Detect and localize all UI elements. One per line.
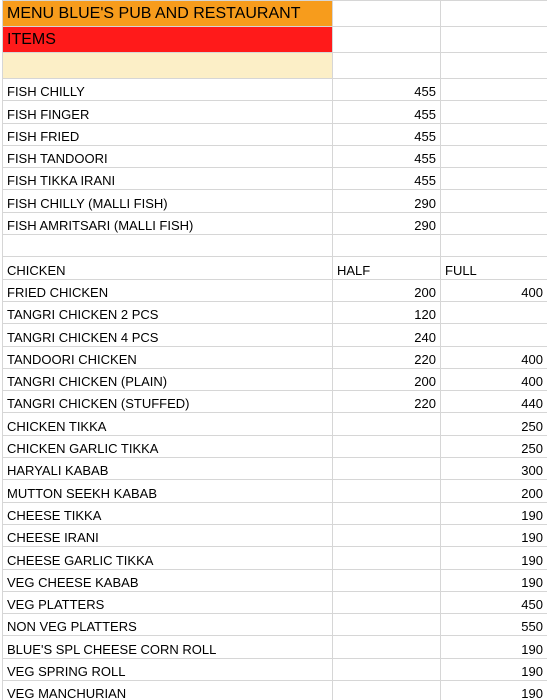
full-price-cell[interactable] xyxy=(441,301,548,323)
half-price-cell[interactable] xyxy=(333,547,441,569)
item-name-cell[interactable]: FISH CHILLY xyxy=(3,79,333,101)
items-label-cell[interactable]: ITEMS xyxy=(3,27,333,53)
item-price-cell[interactable]: 455 xyxy=(333,101,441,123)
empty-cell[interactable] xyxy=(441,53,548,79)
table-row xyxy=(3,435,548,457)
empty-cell[interactable] xyxy=(333,1,441,27)
full-price-cell[interactable]: 190 xyxy=(441,547,548,569)
item-name-cell[interactable]: FISH FRIED xyxy=(3,123,333,145)
half-price-cell[interactable] xyxy=(333,636,441,658)
item-name-cell[interactable]: CHEESE GARLIC TIKKA xyxy=(3,547,333,569)
chicken-header-row xyxy=(3,257,548,279)
title-cell[interactable]: MENU BLUE'S PUB AND RESTAURANT xyxy=(3,1,333,27)
half-price-cell[interactable]: 220 xyxy=(333,346,441,368)
item-name-cell[interactable]: VEG PLATTERS xyxy=(3,591,333,613)
half-price-cell[interactable] xyxy=(333,502,441,524)
full-price-cell[interactable]: 300 xyxy=(441,458,548,480)
table-row xyxy=(3,324,548,346)
empty-cell[interactable] xyxy=(333,27,441,53)
item-name-cell[interactable]: MUTTON SEEKH KABAB xyxy=(3,480,333,502)
menu-table xyxy=(2,0,547,700)
item-name-cell[interactable]: VEG SPRING ROLL xyxy=(3,658,333,680)
items-row xyxy=(3,27,548,53)
item-name-cell[interactable]: CHICKEN TIKKA xyxy=(3,413,333,435)
table-row xyxy=(3,212,548,234)
table-row xyxy=(3,524,548,546)
full-price-cell[interactable]: 190 xyxy=(441,524,548,546)
section-label-cell[interactable]: CHICKEN xyxy=(3,257,333,279)
full-price-cell[interactable]: 400 xyxy=(441,368,548,390)
half-price-cell[interactable]: 200 xyxy=(333,368,441,390)
half-price-cell[interactable] xyxy=(333,435,441,457)
full-price-cell[interactable]: 190 xyxy=(441,502,548,524)
item-name-cell[interactable]: TANGRI CHICKEN 2 PCS xyxy=(3,301,333,323)
full-price-cell[interactable]: 400 xyxy=(441,346,548,368)
title-row xyxy=(3,1,548,27)
table-row xyxy=(3,502,548,524)
half-price-cell[interactable] xyxy=(333,591,441,613)
full-price-cell[interactable]: 190 xyxy=(441,681,548,700)
table-row xyxy=(3,145,548,167)
table-row xyxy=(3,190,548,212)
item-price-cell[interactable]: 455 xyxy=(333,168,441,190)
half-price-cell[interactable] xyxy=(333,614,441,636)
empty-cell[interactable] xyxy=(441,235,548,257)
item-name-cell[interactable]: FISH TIKKA IRANI xyxy=(3,168,333,190)
item-name-cell[interactable]: CHICKEN GARLIC TIKKA xyxy=(3,435,333,457)
table-row xyxy=(3,636,548,658)
empty-cell[interactable] xyxy=(441,101,548,123)
half-price-cell[interactable] xyxy=(333,658,441,680)
table-row xyxy=(3,569,548,591)
empty-cell[interactable] xyxy=(3,235,333,257)
item-name-cell[interactable]: FISH FINGER xyxy=(3,101,333,123)
empty-cell[interactable] xyxy=(441,145,548,167)
empty-cell[interactable] xyxy=(441,123,548,145)
item-name-cell[interactable]: TANGRI CHICKEN (STUFFED) xyxy=(3,391,333,413)
item-name-cell[interactable]: FRIED CHICKEN xyxy=(3,279,333,301)
half-price-cell[interactable] xyxy=(333,413,441,435)
table-row xyxy=(3,591,548,613)
full-price-cell[interactable]: 200 xyxy=(441,480,548,502)
table-row xyxy=(3,79,548,101)
empty-cell[interactable] xyxy=(441,168,548,190)
item-name-cell[interactable]: CHEESE TIKKA xyxy=(3,502,333,524)
spacer-row xyxy=(3,235,548,257)
item-name-cell[interactable]: HARYALI KABAB xyxy=(3,458,333,480)
empty-cell[interactable] xyxy=(333,235,441,257)
item-price-cell[interactable]: 455 xyxy=(333,145,441,167)
table-row xyxy=(3,368,548,390)
blank-highlight-cell[interactable] xyxy=(3,53,333,79)
item-price-cell[interactable]: 290 xyxy=(333,190,441,212)
full-price-cell[interactable] xyxy=(441,324,548,346)
full-price-cell[interactable]: 550 xyxy=(441,614,548,636)
half-price-cell[interactable]: 220 xyxy=(333,391,441,413)
half-price-cell[interactable]: 200 xyxy=(333,279,441,301)
empty-cell[interactable] xyxy=(441,212,548,234)
item-name-cell[interactable]: TANGRI CHICKEN (PLAIN) xyxy=(3,368,333,390)
table-row xyxy=(3,681,548,700)
full-price-cell[interactable]: 250 xyxy=(441,435,548,457)
empty-cell[interactable] xyxy=(441,27,548,53)
item-name-cell[interactable]: TANDOORI CHICKEN xyxy=(3,346,333,368)
empty-cell[interactable] xyxy=(441,190,548,212)
item-name-cell[interactable]: BLUE'S SPL CHEESE CORN ROLL xyxy=(3,636,333,658)
item-name-cell[interactable]: FISH TANDOORI xyxy=(3,145,333,167)
half-price-cell[interactable] xyxy=(333,681,441,700)
full-price-cell[interactable]: 250 xyxy=(441,413,548,435)
half-header-cell[interactable]: HALF xyxy=(333,257,441,279)
table-row xyxy=(3,301,548,323)
full-header-cell[interactable]: FULL xyxy=(441,257,548,279)
table-row xyxy=(3,614,548,636)
item-name-cell[interactable]: TANGRI CHICKEN 4 PCS xyxy=(3,324,333,346)
menu-table-body xyxy=(3,1,548,700)
table-row xyxy=(3,480,548,502)
item-name-cell[interactable]: VEG CHEESE KABAB xyxy=(3,569,333,591)
half-price-cell[interactable] xyxy=(333,480,441,502)
empty-cell[interactable] xyxy=(441,79,548,101)
full-price-cell[interactable]: 450 xyxy=(441,591,548,613)
menu-sheet xyxy=(2,0,547,700)
table-row xyxy=(3,458,548,480)
empty-cell[interactable] xyxy=(441,1,548,27)
full-price-cell[interactable]: 190 xyxy=(441,636,548,658)
full-price-cell[interactable]: 400 xyxy=(441,279,548,301)
table-row xyxy=(3,168,548,190)
table-row xyxy=(3,346,548,368)
item-name-cell[interactable]: FISH AMRITSARI (MALLI FISH) xyxy=(3,212,333,234)
item-name-cell[interactable]: VEG MANCHURIAN xyxy=(3,681,333,700)
half-price-cell[interactable] xyxy=(333,569,441,591)
table-row xyxy=(3,391,548,413)
half-price-cell[interactable]: 240 xyxy=(333,324,441,346)
table-row xyxy=(3,101,548,123)
half-price-cell[interactable] xyxy=(333,524,441,546)
item-name-cell[interactable]: CHEESE IRANI xyxy=(3,524,333,546)
full-price-cell[interactable]: 190 xyxy=(441,569,548,591)
half-price-cell[interactable]: 120 xyxy=(333,301,441,323)
item-price-cell[interactable]: 290 xyxy=(333,212,441,234)
table-row xyxy=(3,123,548,145)
empty-cell[interactable] xyxy=(333,53,441,79)
full-price-cell[interactable]: 190 xyxy=(441,658,548,680)
table-row xyxy=(3,547,548,569)
table-row xyxy=(3,658,548,680)
item-price-cell[interactable]: 455 xyxy=(333,123,441,145)
full-price-cell[interactable]: 440 xyxy=(441,391,548,413)
half-price-cell[interactable] xyxy=(333,458,441,480)
table-row xyxy=(3,279,548,301)
blank-highlight-row xyxy=(3,53,548,79)
item-price-cell[interactable]: 455 xyxy=(333,79,441,101)
item-name-cell[interactable]: NON VEG PLATTERS xyxy=(3,614,333,636)
item-name-cell[interactable]: FISH CHILLY (MALLI FISH) xyxy=(3,190,333,212)
table-row xyxy=(3,413,548,435)
